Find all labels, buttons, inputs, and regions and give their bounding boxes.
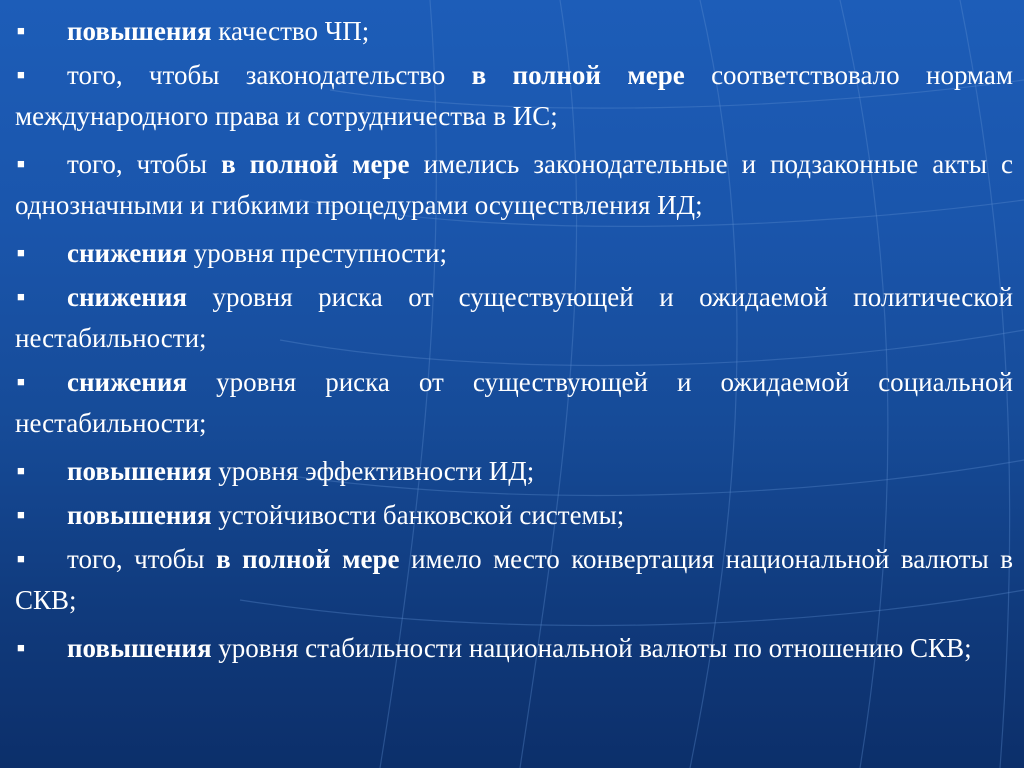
bullet-icon: ■ bbox=[17, 289, 25, 304]
item-bold: повышения bbox=[67, 633, 212, 663]
bullet-list bbox=[15, 10, 1013, 669]
bullet-icon: ■ bbox=[17, 640, 25, 655]
bullet-icon: ■ bbox=[17, 551, 25, 566]
item-text-2: имелись законодательные и подзаконные акты с однозначными и гибкими процедурами осуществления ИД; bbox=[15, 149, 1013, 220]
item-text: уровня стабильности национальной валюты по отношению СКВ; bbox=[211, 633, 972, 663]
list-item bbox=[15, 494, 1013, 536]
item-bold: в полной мере bbox=[471, 60, 685, 90]
item-bold: в полной мере bbox=[221, 149, 410, 179]
item-bold: повышения bbox=[67, 456, 212, 486]
item-text: того, чтобы bbox=[67, 149, 222, 179]
item-text: уровня преступности; bbox=[187, 238, 447, 268]
item-text: качество ЧП; bbox=[211, 16, 370, 46]
bullet-icon: ■ bbox=[17, 463, 25, 478]
item-text: уровня эффективности ИД; bbox=[211, 456, 535, 486]
list-item bbox=[15, 232, 1013, 274]
item-text: уровня риска от существующей и ожидаемой социальной нестабильности; bbox=[15, 367, 1013, 438]
item-text: того, чтобы bbox=[67, 544, 217, 574]
bullet-icon: ■ bbox=[17, 245, 25, 260]
list-item bbox=[15, 627, 1013, 669]
item-bold: снижения bbox=[67, 367, 188, 397]
bullet-icon: ■ bbox=[17, 156, 25, 171]
item-bold: в полной мере bbox=[216, 544, 400, 574]
item-bold: снижения bbox=[67, 238, 188, 268]
list-item bbox=[15, 450, 1013, 492]
list-item bbox=[15, 54, 1013, 137]
bullet-icon: ■ bbox=[17, 67, 25, 82]
list-item bbox=[15, 143, 1013, 226]
item-text-2: соответствовало нормам международного права и сотрудничества в ИС; bbox=[15, 60, 1014, 131]
list-item bbox=[15, 538, 1013, 621]
item-bold: снижения bbox=[67, 282, 188, 312]
item-bold: повышения bbox=[67, 16, 212, 46]
item-text-2: имело место конвертация национальной валюты в СКВ; bbox=[15, 544, 1014, 615]
item-text: устойчивости банковской системы; bbox=[211, 500, 625, 530]
list-item bbox=[15, 276, 1013, 359]
bullet-icon: ■ bbox=[17, 23, 25, 38]
item-text: того, чтобы законодательство bbox=[67, 60, 472, 90]
item-bold: повышения bbox=[67, 500, 212, 530]
bullet-icon: ■ bbox=[17, 507, 25, 522]
bullet-icon: ■ bbox=[17, 374, 25, 389]
list-item bbox=[15, 10, 1013, 52]
item-text: уровня риска от существующей и ожидаемой политической нестабильности; bbox=[15, 282, 1013, 353]
list-item bbox=[15, 361, 1013, 444]
